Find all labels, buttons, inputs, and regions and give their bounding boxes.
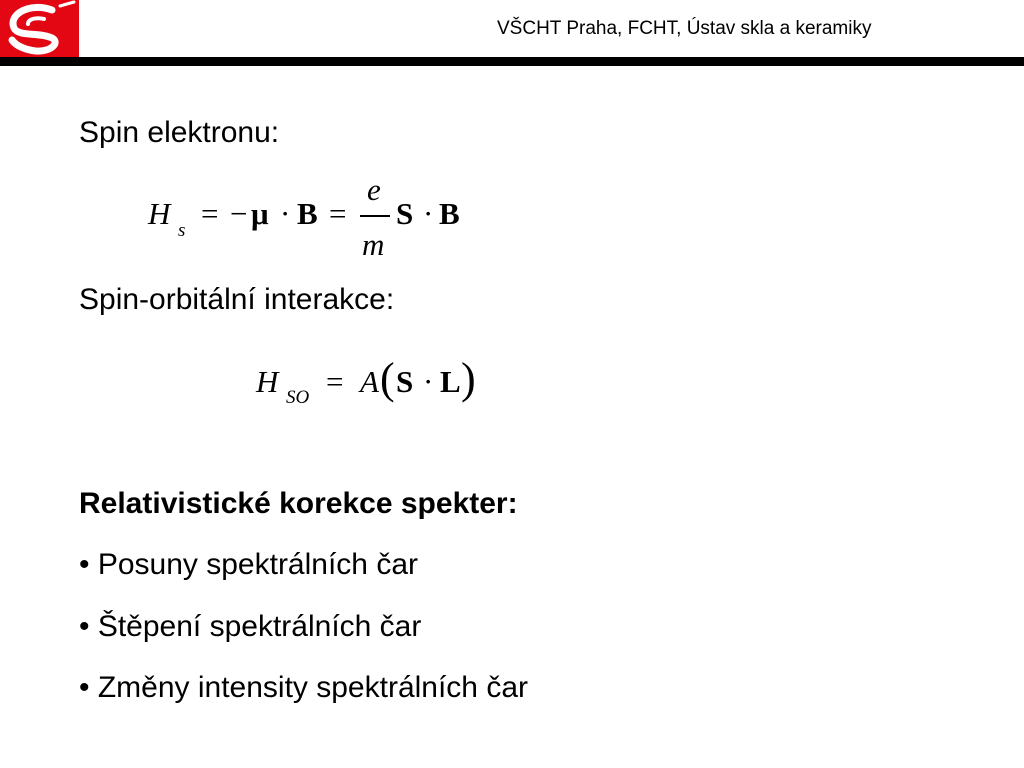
- logo: [0, 0, 79, 57]
- eq1-H: H: [148, 196, 171, 231]
- eq2-equals: =: [326, 364, 344, 399]
- eq1-subscript: s: [178, 220, 186, 241]
- so-heading: Spin-orbitální interakce:: [79, 283, 395, 316]
- eq1-minus: −: [230, 196, 248, 231]
- eq2-subscript: SO: [286, 387, 310, 408]
- eq2-A: A: [360, 364, 379, 399]
- eq2-left-paren: (: [380, 354, 395, 403]
- eq1-B-2: B: [439, 196, 460, 231]
- eq1-fraction-bar: [360, 215, 390, 217]
- bullet-item: • Posuny spektrálních čar: [79, 548, 418, 581]
- eq1-numerator: e: [367, 172, 381, 207]
- eq1-equals-2: =: [329, 196, 347, 231]
- eq1-denominator: m: [362, 227, 385, 262]
- vscht-logo-icon: [0, 0, 79, 57]
- eq2-dot: ·: [423, 364, 434, 399]
- eq1-S: S: [396, 196, 414, 231]
- bullet-item: • Štěpení spektrálních čar: [79, 610, 422, 643]
- eq2-right-paren: ): [461, 354, 476, 403]
- eq1-dot: ·: [280, 196, 291, 231]
- header-title: VŠCHT Praha, FCHT, Ústav skla a keramiky: [497, 18, 872, 39]
- bullet-item: • Změny intensity spektrálních čar: [79, 671, 529, 704]
- eq1-equals: =: [201, 196, 219, 231]
- eq2-S: S: [396, 364, 414, 399]
- eq2-H: H: [256, 364, 279, 399]
- eq1-B: B: [297, 196, 318, 231]
- eq1-mu: μ: [251, 196, 269, 231]
- eq1-dot-2: ·: [423, 196, 434, 231]
- eq2-L: L: [440, 364, 461, 399]
- relativistic-heading: Relativistické korekce spekter:: [79, 487, 518, 520]
- header-divider: [79, 57, 1024, 66]
- spin-heading: Spin elektronu:: [79, 116, 280, 149]
- header-divider-left: [0, 57, 79, 66]
